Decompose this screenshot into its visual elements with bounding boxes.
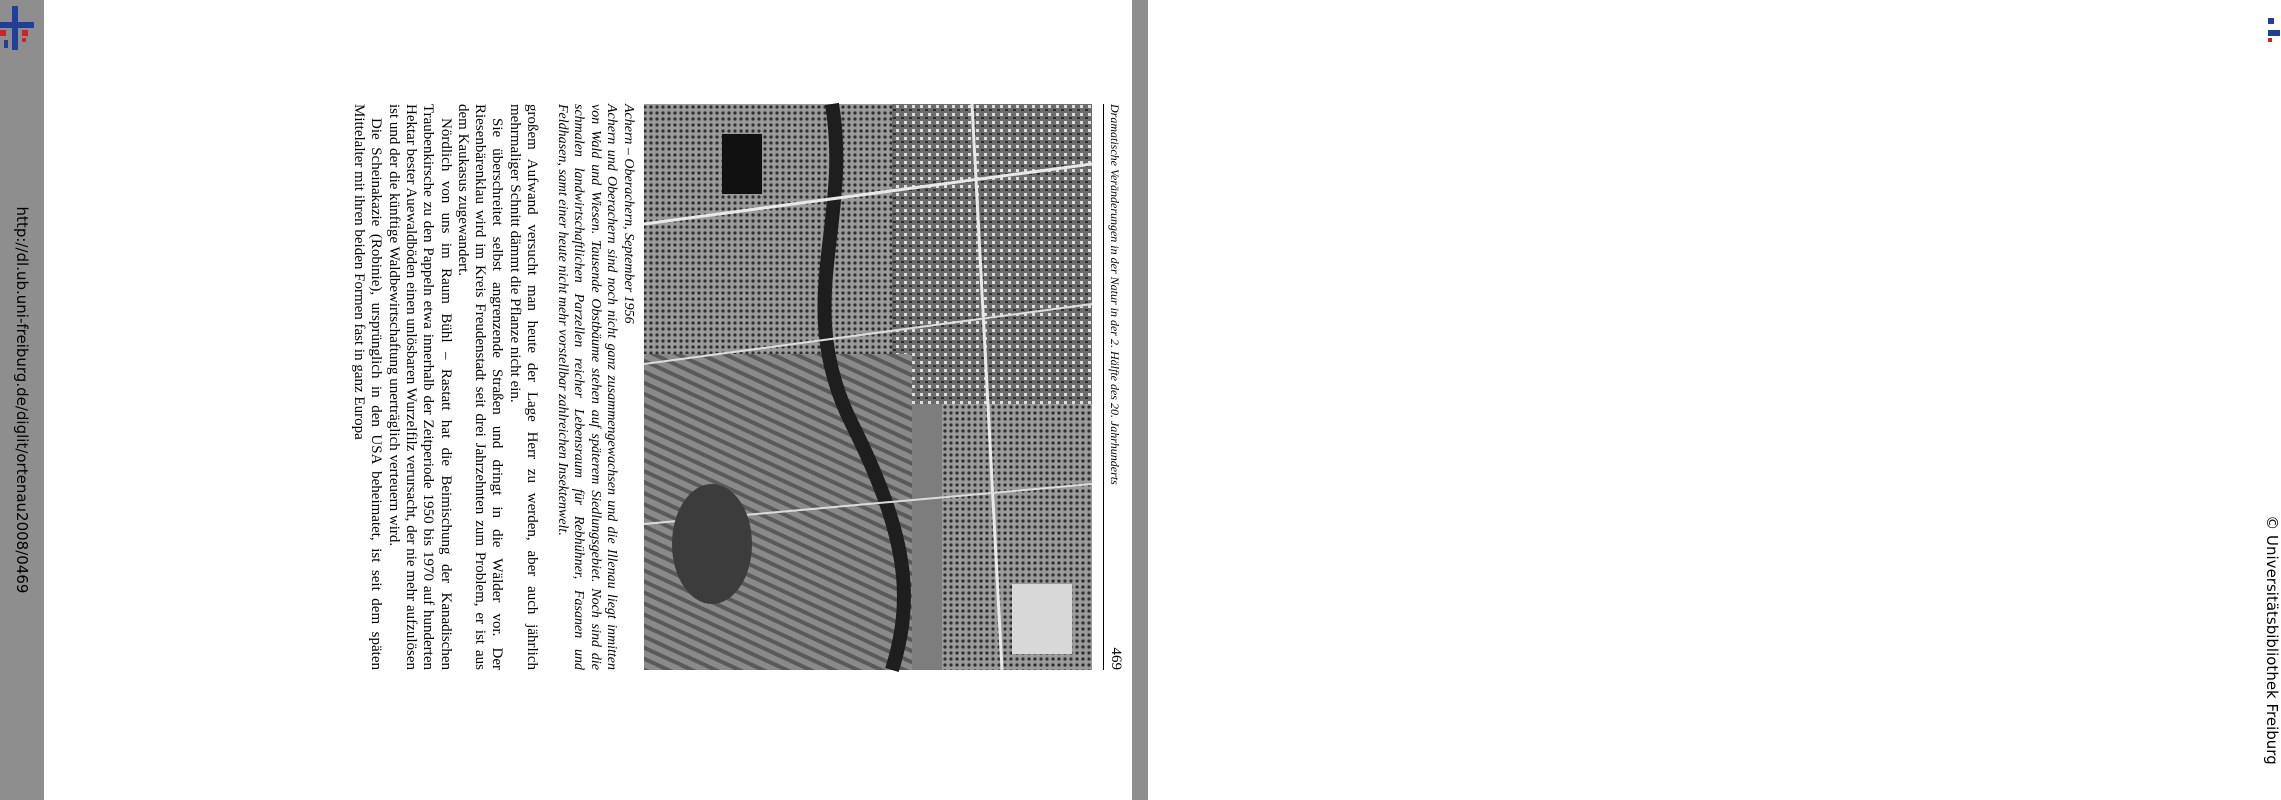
running-header: Dramatische Veränderungen in der Natur in der 2. Hälfte des 20. Jahrhunderts: [1103, 104, 1122, 670]
library-logo-icon[interactable]: [0, 6, 40, 50]
aerial-photo: [644, 104, 1092, 670]
library-logo-right-icon: [2266, 16, 2280, 42]
scanned-page-viewport: [46, 0, 1132, 800]
caption-title: Achern – Oberachern, September 1956: [621, 104, 636, 324]
caption-body: Achern und Oberachern sind noch nicht ganz zusammengewachsen und die Illenau liegt inmitten von Wald und Wiesen. Tausende Obstbäume stehen auf späterem Siedlungsgebiet. Noch sind die schmalen landwirtschaftlichen Parzellen reicher Lebensraum für Rebhühner, Fasanen und Feldhasen, samt einer heute nicht mehr vorstellbar zahlreichen Insektenwelt.: [555, 104, 620, 670]
photo-caption: [554, 104, 637, 670]
viewer-left-gutter: [0, 0, 44, 800]
paragraph: großem Aufwand versucht man heute der Lage Herr zu werden, aber auch jährlich mehrmaliger Schnitt dämmt die Pflanze nicht ein.: [506, 104, 540, 670]
paragraph: Sie überschreitet selbst angrenzende Straßen und dringt in die Wälder vor. Der Riesenbärenklau wird im Kreis Freudenstadt seit drei Jahrzehnten zum Problem, er ist aus dem Kaukasus zugewandert.: [454, 104, 506, 670]
scanned-page: [46, 0, 1132, 800]
body-text: [350, 104, 540, 670]
page-number: 469: [1108, 647, 1124, 670]
paragraph: Die Scheinakazie (Robinie), ursprünglich in den USA beheimatet, ist seit dem späten Mittelalter mit ihren beiden Formen fast in ganz Europa: [351, 104, 385, 670]
copyright-notice: © Universitätsbibliothek Freiburg: [2263, 515, 2281, 765]
document-url[interactable]: http://dl.ub.uni-freiburg.de/diglit/ortenau2008/0469: [13, 206, 31, 594]
paragraph: Nördlich von uns im Raum Bühl – Rastatt hat die Beimischung der Kanadischen Traubenkirsche zu den Pappeln etwa innerhalb der Zeitperiode 1950 bis 1970 auf hunderten Hektar bester Auewaldböden einen unlösbaren Wurzelfilz verursacht, der nie mehr aufzulösen ist und der die künftige Waldbewirtschaftung unerträglich verteuern wird.: [385, 104, 454, 670]
aerial-photo-image: [644, 104, 1092, 670]
viewer-right-gutter: [1132, 0, 2281, 800]
